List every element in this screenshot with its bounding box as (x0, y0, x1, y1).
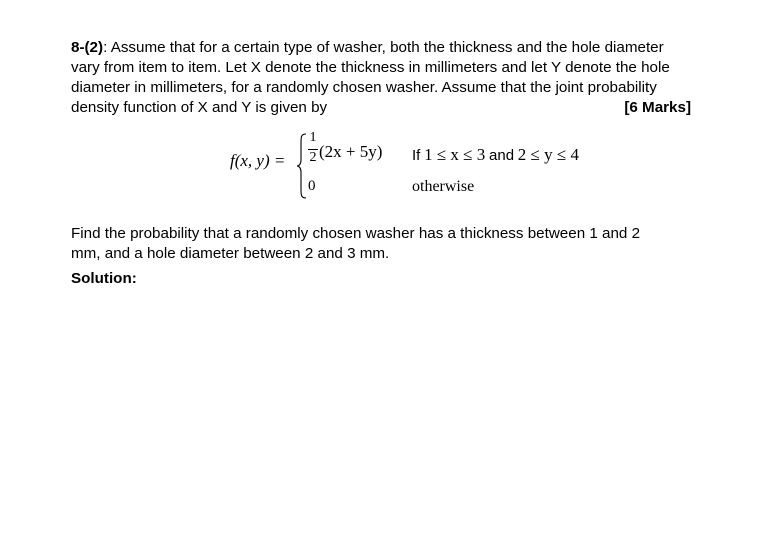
left-brace (297, 133, 307, 199)
condition-x-range: 1 ≤ x ≤ 3 (424, 145, 486, 164)
problem-number: 8-(2) (71, 39, 104, 56)
problem-statement (71, 38, 699, 118)
question-text (71, 224, 699, 264)
formula-condition (412, 145, 579, 165)
problem-text-1: Assume that for a certain type of washer, both the thickness and the hole diameter (107, 39, 664, 56)
formula-expression: (2x + 5y) (319, 142, 383, 161)
otherwise-label: otherwise (412, 178, 475, 195)
condition-prefix: If (412, 147, 421, 164)
pdf-formula (230, 130, 630, 202)
problem-line-2: vary from item to item. Let X denote the thickness in millimeters and let Y denote the hole (71, 59, 670, 76)
problem-line-3: diameter in millimeters, for a randomly chosen washer. Assume that the joint probability (71, 79, 657, 96)
problem-line-1 (71, 38, 699, 58)
marks-label: [6 Marks] (624, 99, 691, 116)
condition-y-range: 2 ≤ y ≤ 4 (517, 145, 579, 164)
fraction-numerator: 1 (309, 130, 317, 145)
solution-label: Solution: (71, 270, 137, 287)
fraction-denominator: 2 (309, 150, 317, 165)
question-line-2: mm, and a hole diameter between 2 and 3 mm. (71, 245, 390, 262)
problem-number-suffix: : (103, 39, 108, 56)
formula-lhs: f(x, y) = (230, 151, 286, 170)
problem-line-4 (71, 98, 699, 118)
otherwise-value: 0 (308, 178, 316, 194)
condition-joiner: and (489, 147, 515, 164)
question-line-1: Find the probability that a randomly chosen washer has a thickness between 1 and 2 (71, 225, 641, 242)
problem-text-4: density function of X and Y is given by (71, 99, 328, 116)
